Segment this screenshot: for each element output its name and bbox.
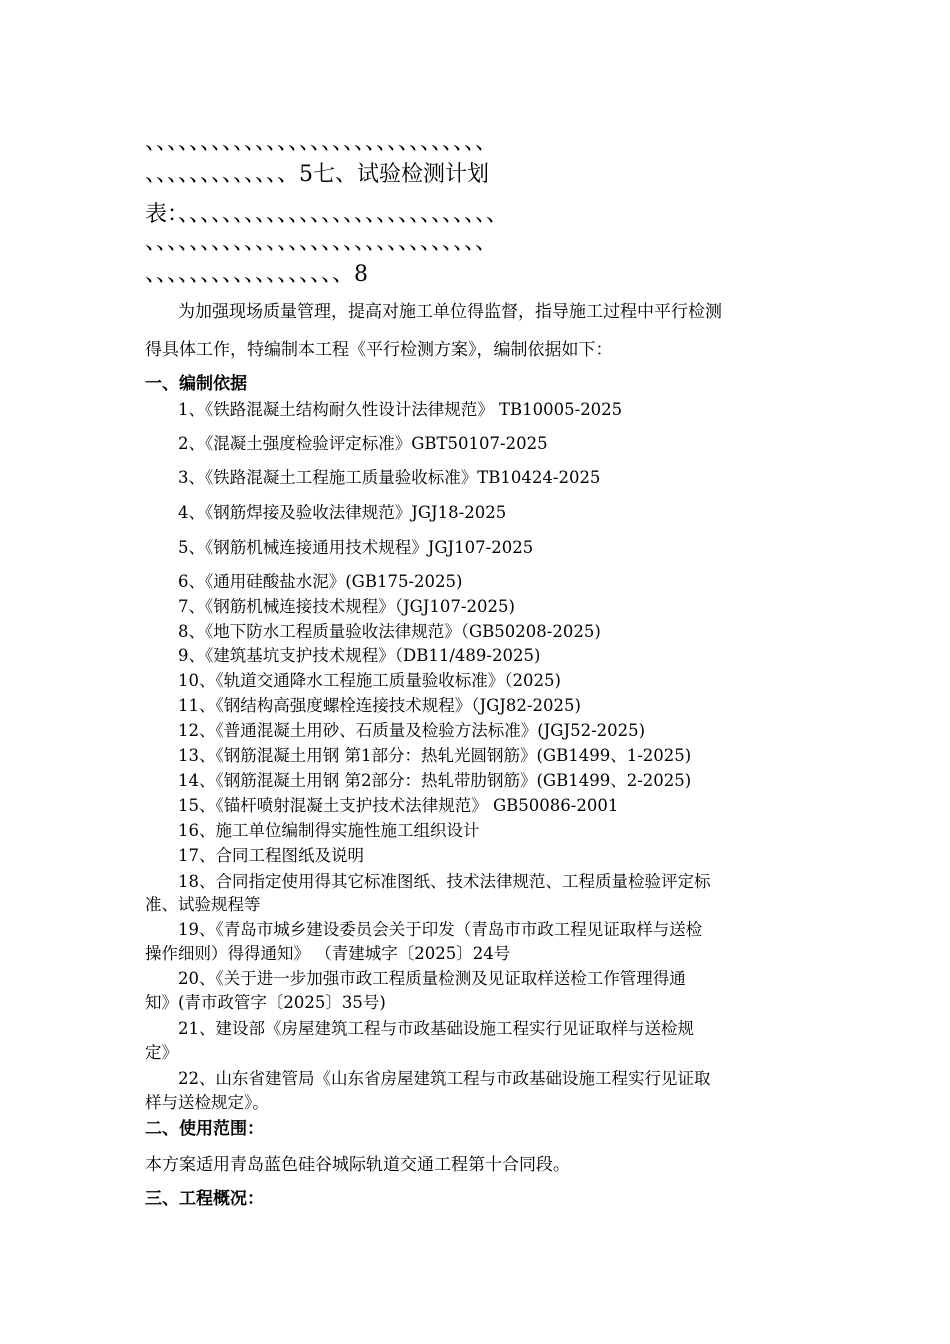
list-item-continuation: 定》: [145, 1043, 178, 1062]
toc-line: 、、、、、、、、、、、、、、、、、、、、、、、、、、、、、、、: [145, 130, 498, 155]
section-heading: 三、工程概况：: [145, 1189, 264, 1209]
list-item-continuation: 操作细则）得得通知》 （青建城字〔2025〕24号: [145, 944, 511, 963]
section-heading: 二、使用范围：: [145, 1119, 264, 1139]
list-item: 13、《钢筋混凝土用钢 第1部分：热轧光圆钢筋》(GB1499、1-2025): [178, 746, 692, 765]
toc-line: 、、、、、、、、、、、、、、、、、、、、、、、、、、、、、、、: [145, 230, 498, 255]
list-item: 22、山东省建管局《山东省房屋建筑工程与市政基础设施工程实行见证取: [178, 1069, 711, 1088]
list-item-continuation: 准、试验规程等: [145, 895, 261, 914]
list-item: 16、施工单位编制得实施性施工组织设计: [178, 821, 480, 840]
list-item: 10、《轨道交通降水工程施工质量验收标准》（2025): [178, 671, 561, 690]
list-item: 4、《钢筋焊接及验收法律规范》JGJ18-2025: [178, 503, 507, 522]
list-item: 17、合同工程图纸及说明: [178, 846, 364, 865]
list-item: 20、《关于进一步加强市政工程质量检测及见证取样送检工作管理得通: [178, 969, 686, 988]
list-item: 18、合同指定使用得其它标准图纸、技术法律规范、工程质量检验评定标: [178, 872, 711, 891]
list-item-continuation: 样与送检规定》。: [145, 1093, 269, 1112]
list-item: 12、《普通混凝土用砂、石质量及检验方法标准》(JGJ52-2025): [178, 721, 646, 740]
list-item: 14、《钢筋混凝土用钢 第2部分：热轧带肋钢筋》(GB1499、2-2025): [178, 771, 692, 790]
list-item: 2、《混凝土强度检验评定标准》GBT50107-2025: [178, 434, 548, 453]
intro-paragraph: 为加强现场质量管理，提高对施工单位得监督，指导施工过程中平行检测: [178, 302, 722, 322]
list-item: 21、建设部《房屋建筑工程与市政基础设施工程实行见证取样与送检规: [178, 1019, 694, 1038]
list-item: 19、《青岛市城乡建设委员会关于印发（青岛市市政工程见证取样与送检: [178, 920, 703, 939]
toc-line: 、、、、、、、、、、、、、5七、试验检测计划: [145, 162, 489, 187]
section-paragraph: 本方案适用青岛蓝色硅谷城际轨道交通工程第十合同段。: [145, 1155, 570, 1175]
toc-line: 表：、、、、、、、、、、、、、、、、、、、、、、、、、、、、、: [145, 202, 509, 227]
list-item: 5、《钢筋机械连接通用技术规程》JGJ107-2025: [178, 538, 534, 557]
list-item: 7、《钢筋机械连接技术规程》（JGJ107-2025): [178, 597, 515, 616]
toc-line: 、、、、、、、、、、、、、、、、、、8: [145, 262, 368, 287]
intro-paragraph: 得具体工作，特编制本工程《平行检测方案》，编制依据如下：: [145, 340, 613, 360]
list-item: 11、《钢结构高强度螺栓连接技术规程》（JGJ82-2025): [178, 696, 581, 715]
list-item: 15、《锚杆喷射混凝土支护技术法律规范》 GB50086-2001: [178, 796, 619, 815]
list-item: 9、《建筑基坑支护技术规程》（DB11/489-2025): [178, 646, 541, 665]
list-item: 1、《铁路混凝土结构耐久性设计法律规范》 TB10005-2025: [178, 400, 623, 419]
list-item-continuation: 知》(青市政管字〔2025〕35号): [145, 993, 386, 1012]
list-item: 3、《铁路混凝土工程施工质量验收标准》TB10424-2025: [178, 468, 601, 487]
section-heading: 一、编制依据: [145, 374, 247, 394]
list-item: 6、《通用硅酸盐水泥》(GB175-2025): [178, 572, 463, 591]
list-item: 8、《地下防水工程质量验收法律规范》（GB50208-2025): [178, 622, 601, 641]
